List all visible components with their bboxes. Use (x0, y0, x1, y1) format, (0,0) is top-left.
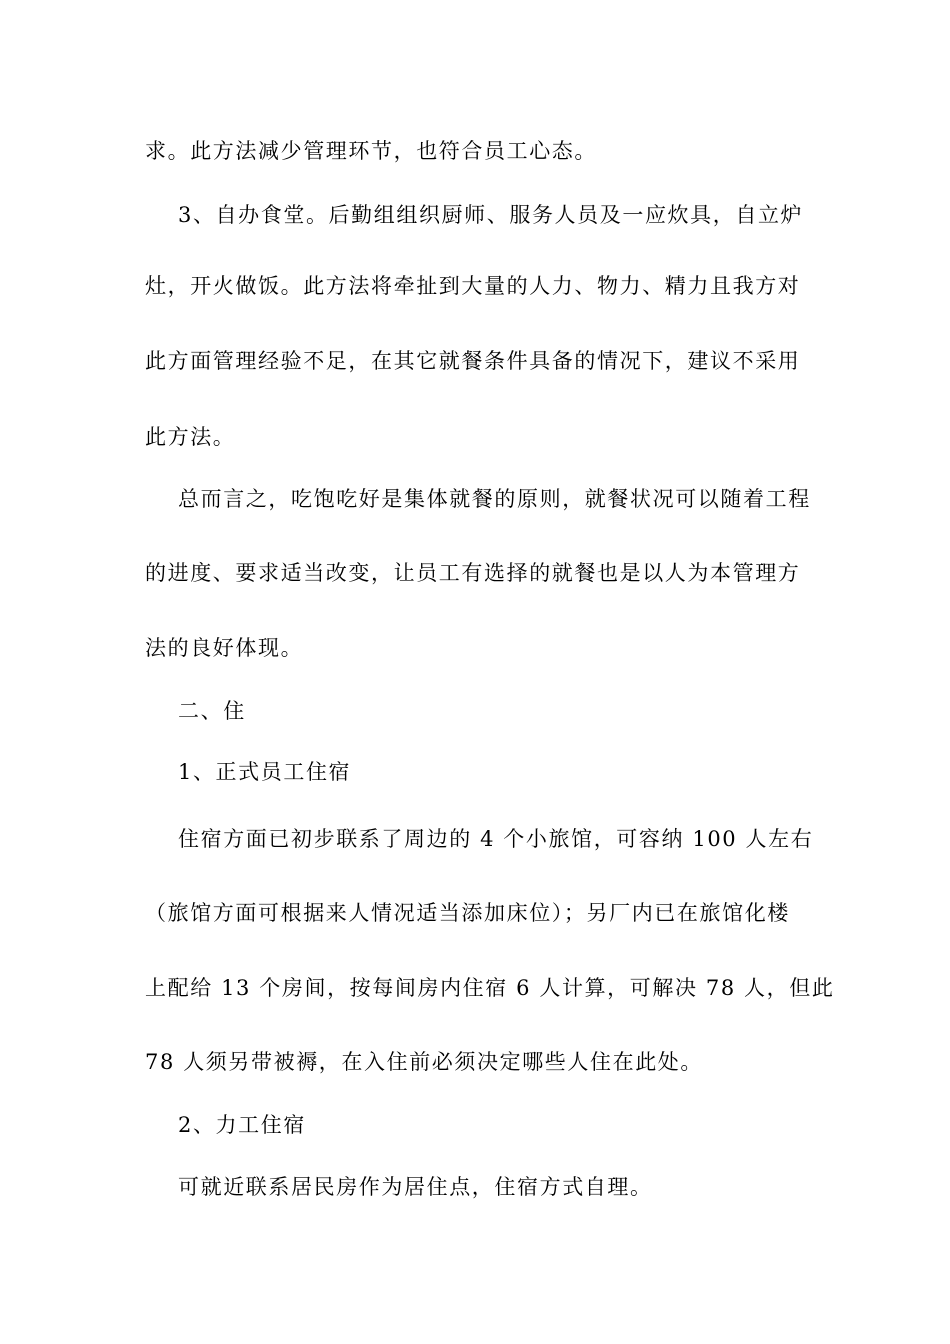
paragraph-line-7: 的进度、要求适当改变，让员工有选择的就餐也是以人为本管理方 (145, 561, 801, 585)
paragraph-line-12: 78 人须另带被褥，在入住前必须决定哪些人住在此处。 (145, 1050, 703, 1074)
paragraph-line-1: 求。此方法减少管理环节，也符合员工心态。 (145, 139, 597, 163)
paragraph-line-3: 灶，开火做饭。此方法将牵扯到大量的人力、物力、精力且我方对 (145, 274, 801, 298)
paragraph-line-8: 法的良好体现。 (145, 636, 304, 660)
paragraph-line-9: 住宿方面已初步联系了周边的 4 个小旅馆，可容纳 100 人左右 (178, 827, 814, 851)
paragraph-line-5: 此方法。 (145, 425, 236, 449)
paragraph-line-13: 可就近联系居民房作为居住点，住宿方式自理。 (178, 1175, 653, 1199)
paragraph-line-11: 上配给 13 个房间，按每间房内住宿 6 人计算，可解决 78 人，但此 (145, 976, 835, 1000)
paragraph-line-10: （旅馆方面可根据来人情况适当添加床位）；另厂内已在旅馆化楼 (145, 901, 790, 925)
paragraph-line-6: 总而言之，吃饱吃好是集体就餐的原则，就餐状况可以随着工程 (178, 487, 811, 511)
section-heading-accommodation: 二、住 (178, 699, 246, 723)
paragraph-line-4: 此方面管理经验不足，在其它就餐条件具备的情况下，建议不采用 (145, 349, 801, 373)
paragraph-line-2: 3、自办食堂。后勤组组织厨师、服务人员及一应炊具，自立炉 (178, 203, 804, 227)
subheading-staff-accommodation: 1、正式员工住宿 (178, 760, 352, 784)
subheading-laborer-accommodation: 2、力工住宿 (178, 1113, 306, 1137)
